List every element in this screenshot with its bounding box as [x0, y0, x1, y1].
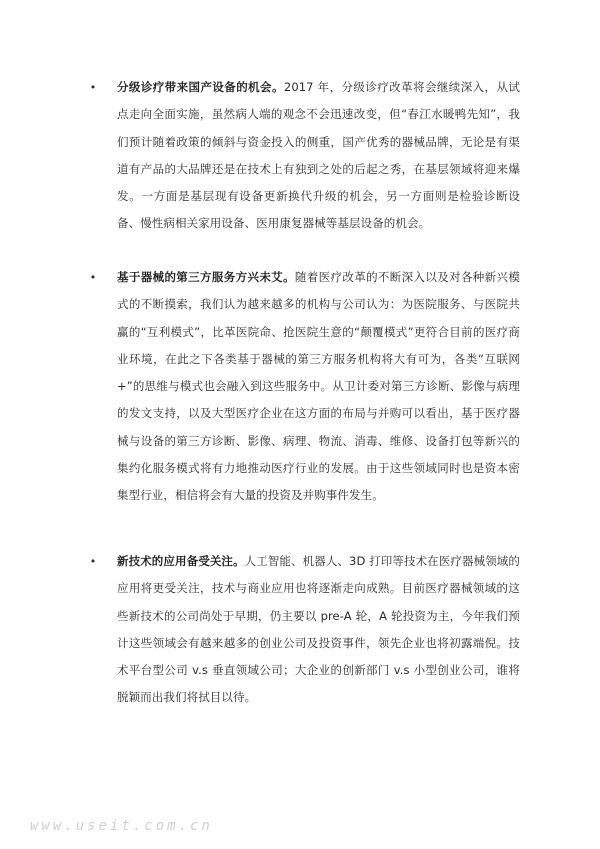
watermark: www.useit.com.cn: [30, 818, 213, 834]
bullet-item: [89, 264, 520, 510]
bullet-text: 人工智能、机器人、3D 打印等技术在医疗器械领域的应用将更受关注，技术与商业应用也将逐渐走向成熟。目前医疗器械领域的这些新技术的公司尚处于早期，仍主要以 pre-A 轮，A 轮投资为主，今年我们预计这些领域会有越来越多的创业公司及投资事件，领先企业也将初露端倪。技术平台型公司 v.s 垂直领域公司；大企业的创新部门 v.s 小型创业公司，谁将脱颖而出我们将拭目以待。: [117, 554, 520, 705]
bullet-marker: •: [89, 81, 97, 94]
bullet-lead: 新技术的应用备受关注。: [117, 554, 245, 568]
bullet-lead: 分级诊疗带来国产设备的机会。: [117, 80, 284, 94]
bullet-lead: 基于器械的第三方服务方兴未艾。: [117, 270, 295, 284]
bullet-text: 随着医疗改革的不断深入以及对各种新兴模式的不断摸索，我们认为越来越多的机构与公司认为：为医院服务、与医院共赢的“互利模式”，比革医院命、抢医院生意的“颠覆模式”更符合目前的医疗商业环境，在此之下各类基于器械的第三方服务机构将大有可为，各类“互联网+”的思维与模式也会融入到这些服务中。从卫计委对第三方诊断、影像与病理的发文支持，以及大型医疗企业在这方面的布局与并购可以看出，基于医疗器械与设备的第三方诊断、影像、病理、物流、消毒、维修、设备打包等新兴的集约化服务模式将有力地推动医疗行业的发展。由于这些领域同时也是资本密集型行业，相信将会有大量的投资及并购事件发生。: [117, 270, 520, 503]
bullet-text: 2017 年，分级诊疗改革将会继续深入，从试点走向全面实施，虽然病人端的观念不会迅速改变，但“春江水暖鸭先知”，我们预计随着政策的倾斜与资金投入的侧重，国产优秀的器械品牌，无论是有渠道有产品的大品牌还是在技术上有独到之处的后起之秀，在基层领域将迎来爆发。一方面是基层现有设备更新换代升级的机会，另一方面则是检验诊断设备、慢性病相关家用设备、医用康复器械等基层设备的机会。: [117, 80, 520, 231]
bullet-item: [89, 548, 520, 712]
bullet-item: [89, 74, 520, 238]
bullet-marker: •: [89, 271, 97, 284]
bullet-marker: •: [89, 555, 97, 568]
